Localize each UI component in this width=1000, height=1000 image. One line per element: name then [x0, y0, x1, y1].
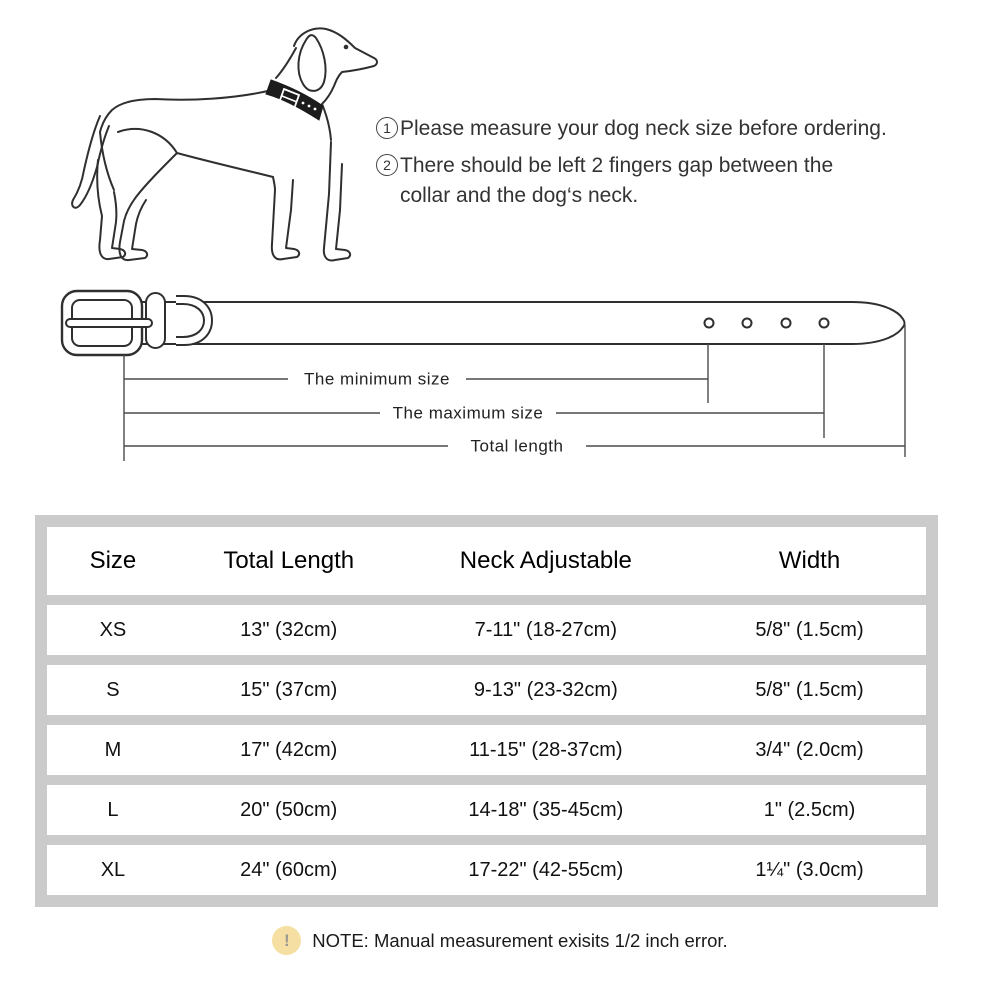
table-cell: 20" (50cm): [240, 798, 338, 821]
note-text: NOTE: Manual measurement exisits 1/2 inch error.: [312, 929, 728, 951]
instruction-item: [376, 151, 966, 211]
table-cell: 1¼" (3.0cm): [755, 858, 864, 881]
instruction-text: Please measure your dog neck size before ordering.: [400, 117, 887, 140]
collar-diagram: [0, 285, 1000, 485]
table-row: [47, 605, 926, 655]
table-cell: S: [106, 678, 120, 701]
table-row: [47, 665, 926, 715]
table-row: [47, 785, 926, 835]
buckle-prong: [66, 319, 152, 327]
instructions-block: [376, 114, 966, 218]
table-cell: 9-13" (23-32cm): [473, 678, 618, 701]
table-cell: 1" (2.5cm): [763, 798, 856, 821]
dog-ear: [298, 35, 325, 91]
table-row: [47, 725, 926, 775]
table-row: [47, 845, 926, 895]
table-cell: 3/4" (2.0cm): [755, 738, 864, 761]
table-cell: 5/8" (1.5cm): [755, 678, 864, 701]
dog-eye: [344, 45, 349, 50]
table-cell: XL: [100, 858, 126, 881]
min-size-label: The minimum size: [304, 369, 450, 389]
table-cell: 15" (37cm): [240, 678, 338, 701]
table-cell: 11-15" (28-37cm): [469, 738, 623, 761]
dog-illustration: [60, 14, 390, 274]
table-cell: 17-22" (42-55cm): [468, 858, 624, 881]
warning-icon: !: [272, 926, 301, 955]
table-cell: 17" (42cm): [240, 738, 338, 761]
table-cell: M: [104, 738, 122, 761]
circled-number-icon: 2: [376, 154, 398, 176]
table-cell: 7-11" (18-27cm): [474, 618, 617, 641]
total-length-label: Total length: [470, 436, 564, 456]
table-cell: 13" (32cm): [240, 618, 338, 641]
instruction-item: [376, 114, 966, 144]
size-table: [35, 515, 938, 907]
header-cell: Neck Adjustable: [459, 547, 632, 574]
table-cell: 24" (60cm): [240, 858, 338, 881]
table-cell: L: [107, 798, 119, 821]
max-size-label: The maximum size: [392, 403, 544, 423]
table-header-row: [47, 527, 926, 595]
header-cell: Width: [778, 547, 841, 574]
dog-outline: [72, 28, 377, 260]
header-cell: Total Length: [223, 547, 355, 574]
collar-buckle: [62, 291, 152, 355]
note: [0, 926, 1000, 955]
table-cell: 14-18" (35-45cm): [468, 798, 624, 821]
table-cell: XS: [99, 618, 127, 641]
table-cell: 5/8" (1.5cm): [755, 618, 864, 641]
instruction-text: There should be left 2 fingers gap between the collar and the dog‘s neck.: [400, 154, 834, 208]
circled-number-icon: 1: [376, 117, 398, 139]
header-cell: Size: [89, 547, 137, 574]
